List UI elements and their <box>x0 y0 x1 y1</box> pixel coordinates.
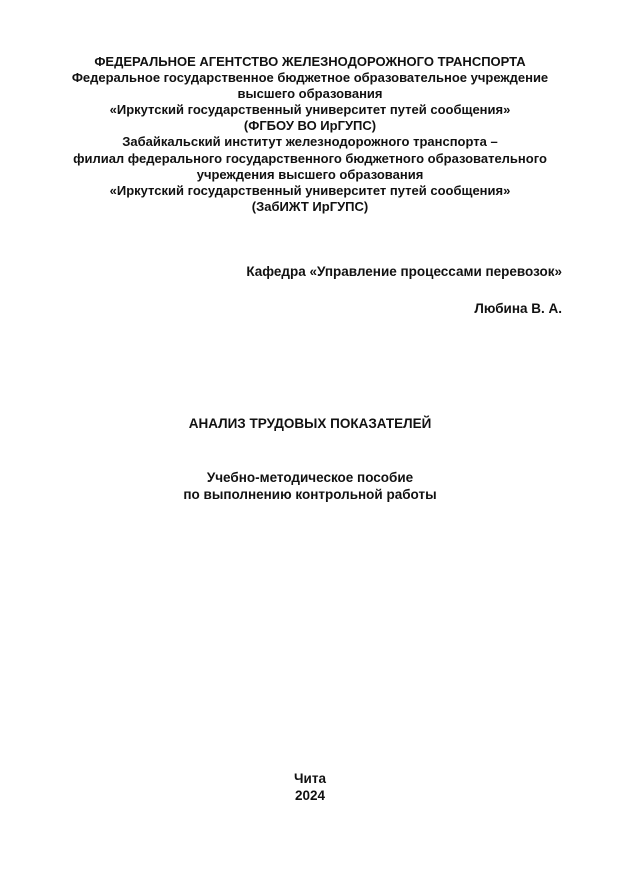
header-line-branch-name: Забайкальский институт железнодорожного транспорта – <box>122 134 498 150</box>
header-line-university-name: «Иркутский государственный университет путей сообщения» <box>109 102 511 118</box>
header-line-branch-abbr: (ЗабИЖТ ИрГУПС) <box>251 198 369 214</box>
header-line-agency: ФЕДЕРАЛЬНОЕ АГЕНТСТВО ЖЕЛЕЗНОДОРОЖНОГО ТРАНСПОРТА <box>94 54 526 69</box>
document-subtitle <box>0 469 620 503</box>
document-title: АНАЛИЗ ТРУДОВЫХ ПОКАЗАТЕЛЕЙ <box>188 416 432 431</box>
publication-city: Чита <box>294 771 326 786</box>
institution-header <box>40 54 580 215</box>
subtitle-line-2: по выполнению контрольной работы <box>183 487 437 502</box>
header-line-parent-university: «Иркутский государственный университет путей сообщения» <box>109 182 511 198</box>
header-line-education-level: высшего образования <box>237 86 383 102</box>
subtitle-line-1: Учебно-методическое пособие <box>206 470 414 485</box>
header-line-branch-education: учреждения высшего образования <box>196 166 424 182</box>
header-line-university-abbr: (ФГБОУ ВО ИрГУПС) <box>243 118 377 134</box>
header-line-institution-type: Федеральное государственное бюджетное образовательное учреждение <box>71 70 549 86</box>
publication-year: 2024 <box>294 788 326 803</box>
header-line-branch-type: филиал федерального государственного бюджетного образовательного <box>73 150 547 166</box>
author-name: Любина В. А. <box>474 301 562 316</box>
publication-footer <box>0 770 620 804</box>
department-name: Кафедра «Управление процессами перевозок» <box>246 264 562 279</box>
